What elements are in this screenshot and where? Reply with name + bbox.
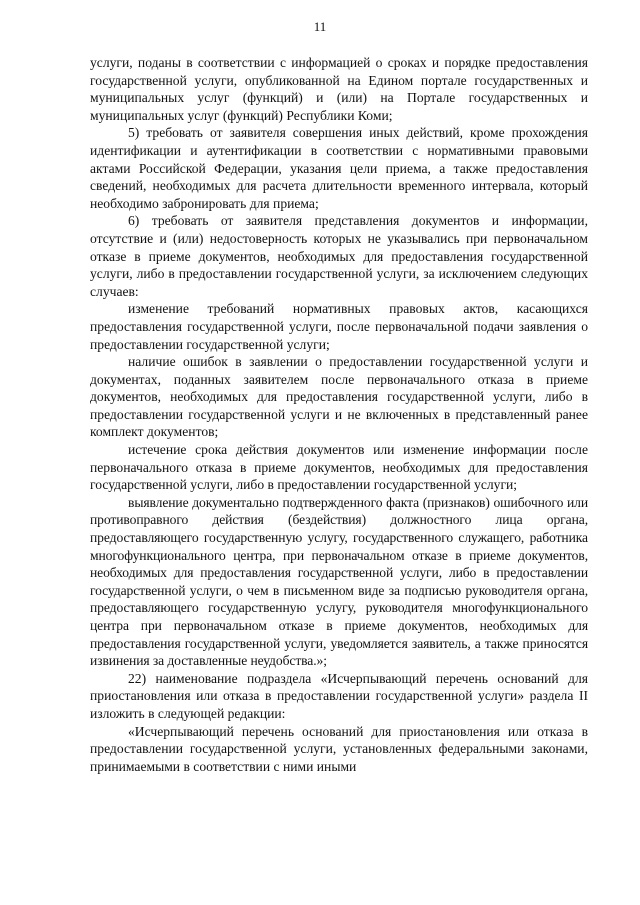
document-body — [90, 54, 588, 775]
paragraph-new-section-text: «Исчерпывающий перечень оснований для приостановления или отказа в предоставлении государственной услуги, установленных федеральными законами, принимаемыми в соответствии с ними иными — [90, 723, 588, 774]
paragraph-case-misconduct: выявление документально подтвержденного факта (признаков) ошибочного или противоправного действия (бездействия) должностного лица органа, предоставляющего государственную услугу, государственного служащего, работника многофункционального центра, при первоначальном отказе в приеме документов, необходимых для предоставления государственной услуги, либо в предоставлении государственной услуги, о чем в письменном виде за подписью руководителя органа, предоставляющего государственную услугу, руководителя многофункционального центра при первоначальном отказе в приеме документов, необходимых для предоставления государственной услуги, уведомляется заявитель, а также приносятся извинения за доставленные неудобства.»; — [90, 494, 588, 669]
page-number: 11 — [313, 19, 327, 34]
paragraph-case-requirements-change: изменение требований нормативных правовых актов, касающихся предоставления государственной услуги, после первоначальной подачи заявления о предоставлении государственной услуги; — [90, 301, 588, 352]
paragraph-continuation: услуги, поданы в соответствии с информацией о сроках и порядке предоставления государственной услуги, опубликованной на Едином портале государственных и муниципальных услуг (функций) и (или) на Портале государственных и муниципальных услуг (функций) Республики Коми; — [90, 55, 588, 123]
paragraph-case-errors: наличие ошибок в заявлении о предоставлении государственной услуги и документах, поданных заявителем после первоначального отказа в приеме документов, необходимых для предоставления государственной услуги, либо в предоставлении государственной услуги и не включенных в представленный ранее комплект документов; — [90, 354, 588, 440]
paragraph-case-expiry: истечение срока действия документов или изменение информации после первоначального отказа в приеме документов, необходимых для предоставления государственной услуги, либо в предоставлении государственной услуги; — [90, 442, 588, 493]
paragraph-item-6: 6) требовать от заявителя представления документов и информации, отсутствие и (или) недостоверность которых не указывались при первоначальном отказе в приеме документов, необходимых для предоставления государственной услуги, либо в предоставлении государственной услуги, за исключением следующих случаев: — [90, 213, 588, 299]
paragraph-item-5: 5) требовать от заявителя совершения иных действий, кроме прохождения идентификации и аутентификации в соответствии с нормативными правовыми актами Российской Федерации, указания цели приема, а также предоставления сведений, необходимых для расчета длительности временного интервала, который необходимо забронировать для приема; — [90, 125, 588, 211]
paragraph-item-22: 22) наименование подраздела «Исчерпывающий перечень оснований для приостановления или отказа в предоставлении государственной услуги» раздела II изложить в следующей редакции: — [90, 670, 588, 721]
